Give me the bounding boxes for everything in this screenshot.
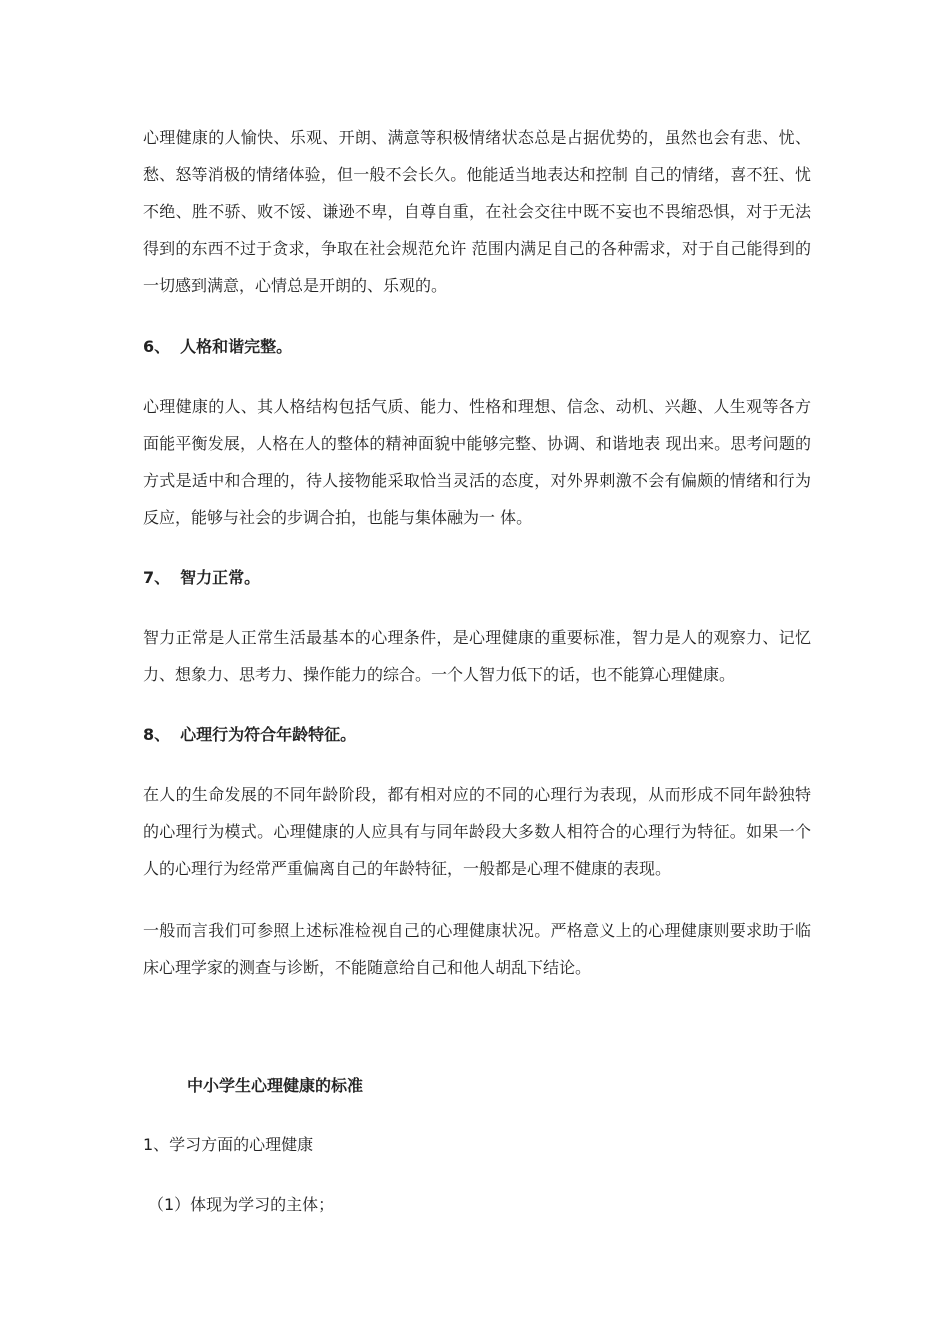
paragraph-personality: 心理健康的人、其人格结构包括气质、能力、性格和理想、信念、动机、兴趣、人生观等各方面能平衡发展，人格在人的整体的精神面貌中能够完整、协调、和谐地表 现出来。思考问题的方式是适中和合理的，待人接物能采取恰当灵活的态度，对外界刺激不会有偏颇的情绪和行为反应，能够与社会的步调合拍，也能与集体融为一 体。 [143, 397, 811, 527]
heading-number: 7、 [143, 568, 171, 587]
list-subitem-learning-subject: （1）体现为学习的主体； [148, 1195, 335, 1214]
heading-intelligence [143, 566, 260, 590]
paragraph-conclusion: 一般而言我们可参照上述标准检视自己的心理健康状况。严格意义上的心理健康则要求助于临床心理学家的测查与诊断，不能随意给自己和他人胡乱下结论。 [143, 921, 811, 977]
heading-number: 8、 [143, 725, 171, 744]
heading-text: 心理行为符合年龄特征。 [180, 725, 357, 744]
heading-age-behavior [143, 723, 356, 747]
heading-text: 智力正常。 [180, 568, 261, 587]
list-item-learning: 1、学习方面的心理健康 [143, 1135, 314, 1154]
heading-number: 6、 [143, 337, 171, 356]
heading-text: 人格和谐完整。 [180, 337, 293, 356]
heading-personality [143, 335, 292, 359]
paragraph-age-behavior: 在人的生命发展的不同年龄阶段，都有相对应的不同的心理行为表现，从而形成不同年龄独特的心理行为模式。心理健康的人应具有与同年龄段大多数人相符合的心理行为特征。如果一个人的心理行为经常严重偏离自己的年龄特征，一般都是心理不健康的表现。 [143, 785, 811, 878]
paragraph-intelligence: 智力正常是人正常生活最基本的心理条件，是心理健康的重要标准，智力是人的观察力、记忆力、想象力、思考力、操作能力的综合。一个人智力低下的话，也不能算心理健康。 [143, 628, 811, 684]
paragraph-emotion: 心理健康的人愉快、乐观、开朗、满意等积极情绪状态总是占据优势的，虽然也会有悲、忧、愁、怒等消极的情绪体验，但一般不会长久。他能适当地表达和控制 自己的情绪，喜不狂、忧不绝、胜不骄、败不馁、谦逊不卑，自尊自重，在社会交往中既不妄也不畏缩恐惧，对于无法得到的东西不过于贪求，争取在社会规范允许 范围内满足自己的各种需求，对于自己能得到的一切感到满意，心情总是开朗的、乐观的。 [143, 128, 811, 295]
section-title: 中小学生心理健康的标准 [187, 1076, 364, 1095]
